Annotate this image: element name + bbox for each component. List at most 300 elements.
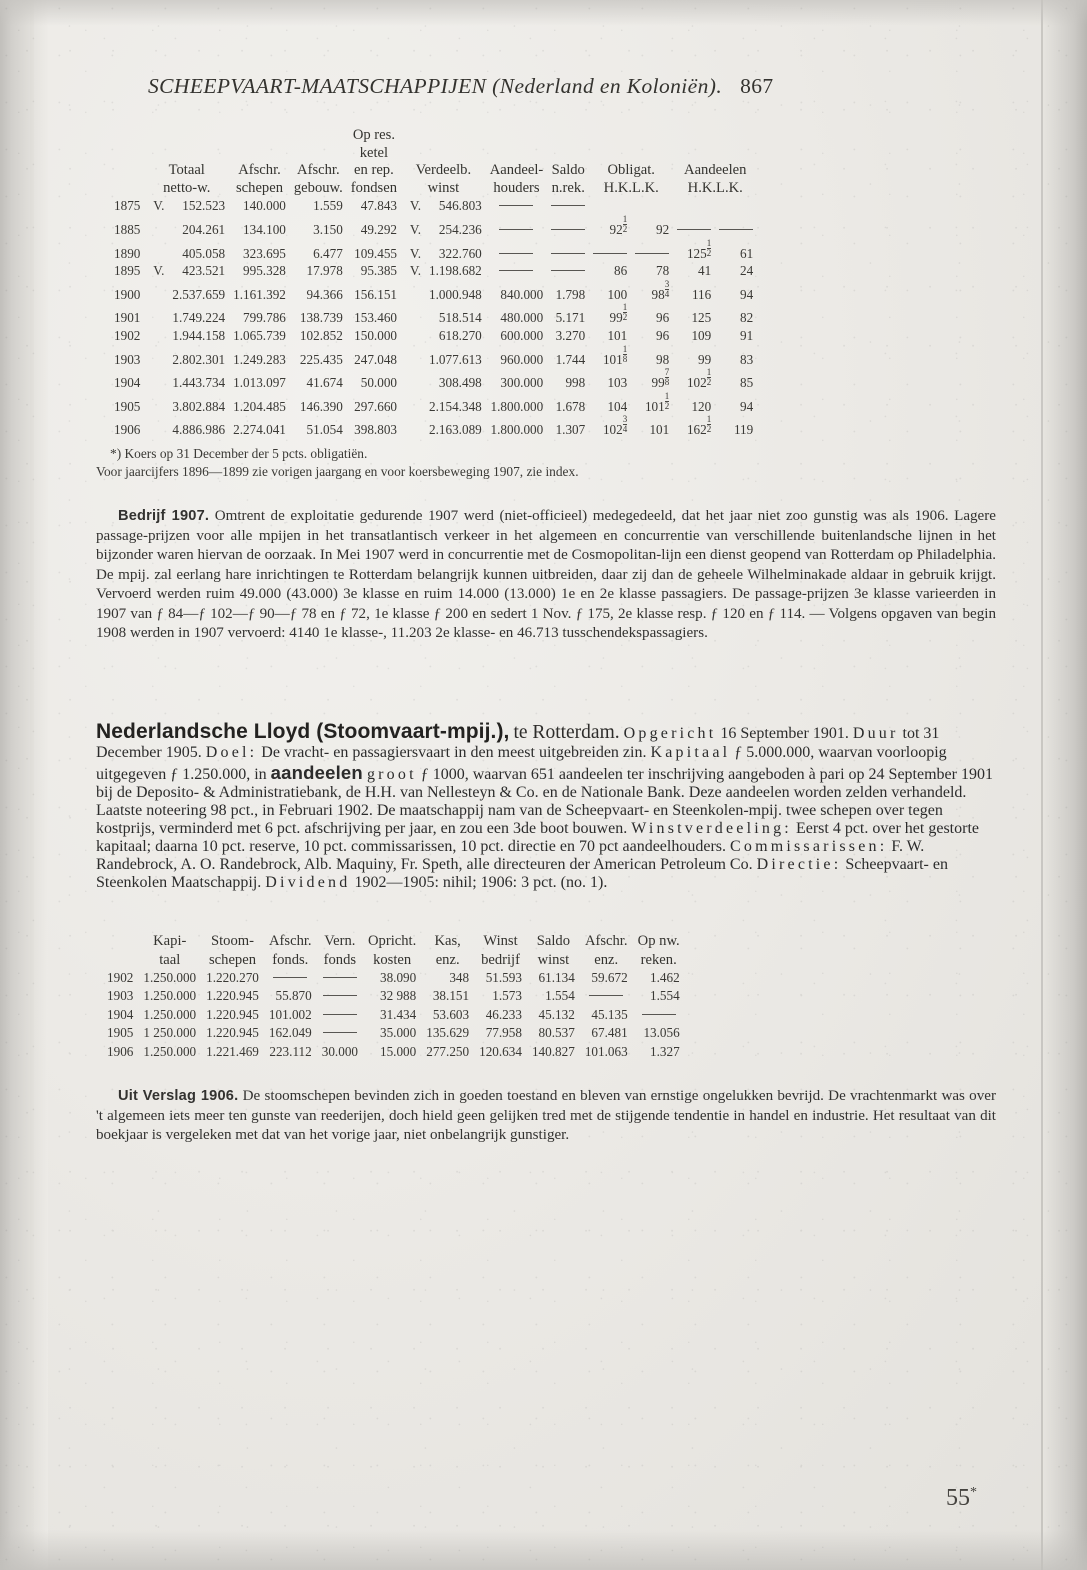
table1-cell-obligat-laagste: 98 $\frac{3}{4}$ (651, 278, 670, 302)
table2-cell-vern-fonds (317, 969, 363, 987)
table1-cell-aandeelhouders: 300.000 (500, 375, 544, 391)
table2-cell-kapitaal: 1.250.000 (143, 970, 197, 986)
table-row (102, 969, 685, 987)
table2-cell-kas-enz: 277.250 (426, 1043, 470, 1059)
table2-h-afschr-enz-2: enz. (594, 951, 619, 968)
table2-cell-afschr-fonds: 162.049 (268, 1025, 312, 1041)
table1-cell-aandeelhouders: 600.000 (500, 327, 544, 343)
dividend-value: 1902—1905: nihil; 1906: 3 pct. (no. 1). (354, 874, 608, 892)
duur-label: Duur (852, 725, 899, 743)
table1-cell-aandeelen-hoogste (673, 197, 715, 215)
table1-cell-totaal-nettow: 2.802.301 (172, 351, 226, 367)
table2-cell-year: 1905 (107, 1025, 134, 1041)
opgericht-value: 16 September 1901. (720, 725, 849, 743)
table1-cell-v-flag-1 (144, 345, 168, 369)
table1-cell-verdeelb-winst: 1.198.682 (429, 263, 482, 279)
table1-cell-afschr-schepen: 1.161.392 (233, 286, 286, 302)
table1-cell-v-flag-2 (401, 368, 425, 392)
table1-cell-aandeelen-hoogste: 120 (691, 398, 712, 414)
table1-cell-obligat-hoogste: 99 $\frac{1}{2}$ (609, 302, 628, 326)
bedrijf-1907-label: Bedrijf 1907. (118, 507, 210, 524)
table2-cell-vern-fonds (317, 1024, 363, 1042)
duur-value: tot 31 December 1905. (96, 725, 940, 762)
table1-cell-year: 1901 (114, 310, 141, 326)
table1-cell-obligat-laagste: 92 (656, 221, 670, 237)
groot-value: ƒ 1000, waarvan 651 aandeelen ter inschrijving aangeboden à pari op 24 September 1901 bij de Deposito- & Administratiebank, de H.H. van Nellesteyn & Co. en de Nationale Bank. Deze aandeelen worden zelden verhandeld. Laatste noteering 98 pct., in Februari 1902. De maatschappij nam van de Scheepvaart- en Steenkolen-mpij. twee schepen over tegen kostprijs, verminderd met 6 pct. afschrijving per jaar, en zou een 3de boot bouwen. (96, 766, 993, 838)
table1-h-saldo-2: n.rek. (551, 179, 585, 196)
groot-label: groot (366, 766, 417, 784)
table2-cell-op-nw-reken: 1.327 (650, 1043, 680, 1059)
table1-cell-obligat-hoogste: 86 (614, 263, 628, 279)
table1-cell-aandeelen-laagste: 24 (740, 263, 754, 279)
table1-cell-aandeelen-hoogste: 116 (691, 286, 712, 302)
table2-cell-opricht-kosten: 15.000 (379, 1043, 417, 1059)
table1-h-afschr-schepen-1: Afschr. (238, 162, 281, 179)
table2-cell-year: 1902 (107, 970, 134, 986)
uit-verslag-1906-paragraph (96, 1087, 996, 1146)
table1-cell-saldo-nrek: 998 (565, 375, 586, 391)
table1-cell-aandeelen-hoogste: 99 (698, 351, 712, 367)
table1-cell-fondsen: 297.660 (354, 398, 397, 414)
company-section (96, 692, 996, 892)
table1-h-saldo-1: Saldo (551, 162, 585, 179)
table1-h-obligat-2: H.K.L.K. (603, 179, 659, 196)
table1-cell-aandeelen-laagste: 82 (740, 310, 754, 326)
table1-cell-fondsen: 398.803 (354, 422, 397, 438)
table2-cell-winst-bedrijf: 1.573 (492, 988, 522, 1004)
table1-cell-saldo-nrek: 1.798 (555, 286, 586, 302)
table1-cell-aandeelen-laagste: 94 (740, 286, 754, 302)
table1-cell-saldo-nrek: 1.307 (555, 422, 586, 438)
table-row (110, 239, 757, 263)
table1-h-totaal-2: netto-w. (163, 179, 211, 196)
table1-cell-aandeelhouders: 960.000 (500, 351, 544, 367)
dividend-label: Dividend (265, 874, 351, 892)
table1-cell-totaal-nettow: 1.749.224 (172, 310, 226, 326)
table1-cell-v-flag-1 (144, 215, 168, 239)
table1-cell-afschr-gebouw: 51.054 (306, 422, 343, 438)
doel-value: De vracht- en passagiersvaart in den meest uitgebreiden zin. (261, 744, 647, 762)
table2-h-op-nw-2: reken. (640, 951, 677, 968)
table2-cell-kas-enz: 53.603 (432, 1006, 470, 1022)
table2-cell-saldo-winst: 80.537 (538, 1025, 575, 1041)
table2-cell-stoomschepen: 1.220.945 (206, 1025, 259, 1041)
table1-cell-fondsen: 153.460 (354, 310, 397, 326)
table2-cell-stoomschepen: 1.220.945 (206, 1006, 259, 1022)
table1-cell-aandeelhouders: 840.000 (500, 286, 544, 302)
table1-cell-year: 1904 (114, 375, 141, 391)
kapitaal-value: ƒ 5.000.000, waarvan voorloopig uitgegeven ƒ 1.250.000, in (96, 744, 947, 784)
table1-cell-aandeelhouders (486, 197, 547, 215)
table-row (110, 345, 757, 369)
table1-h-aandeelen-2: H.K.L.K. (687, 179, 743, 196)
table1-cell-year: 1903 (114, 351, 141, 367)
table2-h-kas-2: enz. (435, 951, 460, 968)
table2-cell-winst-bedrijf: 120.634 (479, 1043, 522, 1059)
table1-cell-saldo-nrek: 5.171 (555, 310, 586, 326)
table1-cell-afschr-schepen: 2.274.041 (233, 422, 286, 438)
table1-cell-fondsen: 49.292 (360, 221, 397, 237)
table1-cell-verdeelb-winst: 546.803 (438, 198, 482, 214)
table-row (110, 392, 757, 416)
table2-cell-op-nw-reken: 1.462 (650, 970, 680, 986)
table2-cell-saldo-winst: 140.827 (531, 1043, 575, 1059)
table1-footnotes (96, 445, 996, 481)
table1-cell-afschr-schepen: 1.249.283 (233, 351, 286, 367)
table1-cell-saldo-nrek (547, 197, 589, 215)
table1-cell-aandeelen-laagste: 94 (740, 398, 754, 414)
table1-h-obligat-1: Obligat. (607, 162, 655, 179)
table1-cell-year: 1905 (114, 398, 141, 414)
table1-cell-year: 1890 (114, 245, 141, 261)
table1-cell-v-flag-1 (144, 368, 168, 392)
table1-cell-verdeelb-winst: 2.163.089 (429, 422, 482, 438)
table1-h-winst-2: winst (427, 179, 460, 196)
table2-cell-kapitaal: 1.250.000 (143, 1006, 197, 1022)
table1-cell-totaal-nettow: 4.886.986 (172, 422, 226, 438)
uit-verslag-1906-text: De stoomschepen bevinden zich in goeden toestand en bleven van ernstige ongelukken bevrijd. De vrachtenmarkt was over 't algemeen iets meer ten gunste van reederijen, doch hield geen gelijken tred met de stijgende tendentie in handel en industrie. Het resultaat van dit boekjaar is vergeleken met dat van het vorige jaar, niet onbelangrijk gunstiger. (96, 1088, 996, 1144)
uit-verslag-1906-label: Uit Verslag 1906. (118, 1088, 239, 1105)
table1-cell-saldo-nrek: 1.744 (555, 351, 586, 367)
table1-cell-v-flag-2 (401, 303, 425, 327)
table2-h-schepen-2: schepen (208, 951, 256, 968)
table1-cell-afschr-schepen: 1.065.739 (233, 327, 286, 343)
table1-cell-saldo-nrek (547, 239, 589, 263)
table1-cell-totaal-nettow: 1.944.158 (172, 327, 226, 343)
table1-cell-aandeelen-hoogste: 109 (691, 327, 712, 343)
table1-cell-totaal-nettow: 2.537.659 (172, 286, 226, 302)
table1-cell-fondsen: 156.151 (354, 286, 397, 302)
table1-h-houders-2: houders (493, 179, 540, 196)
table1-spanner-ketel: ketel (359, 144, 389, 161)
table1-cell-obligat-hoogste: 101 $\frac{1}{8}$ (602, 343, 628, 367)
table1-cell-aandeelhouders: 1.800.000 (490, 422, 544, 438)
table1-cell-fondsen: 247.048 (354, 351, 397, 367)
company-name-heading: Nederlandsche Lloyd (Stoomvaart-mpij.), (96, 720, 510, 744)
table2-cell-kapitaal: 1.250.000 (143, 1043, 197, 1059)
table2-h-opricht-2: kosten (373, 951, 412, 968)
table1-h-afschr-gebouw-1: Afschr. (297, 162, 340, 179)
table1-cell-obligat-hoogste: 102 $\frac{3}{4}$ (602, 414, 628, 438)
table1-cell-obligat-hoogste: 101 (607, 327, 628, 343)
table2-cell-vern-fonds: 30.000 (321, 1043, 358, 1059)
table1-cell-v-flag-2 (401, 280, 425, 304)
table1-cell-v-flag-2: V. (409, 198, 421, 214)
table1-h-houders-1: Aandeel- (489, 162, 544, 179)
table2-h-afschr-fonds-1: Afschr. (269, 933, 312, 950)
table2-cell-kapitaal: 1 250.000 (143, 1025, 197, 1041)
table2-cell-afschr-fonds: 101.002 (268, 1006, 312, 1022)
table-row (110, 280, 757, 304)
table1-cell-saldo-nrek (547, 215, 589, 239)
table1-cell-v-flag-2 (401, 415, 425, 439)
table1-cell-v-flag-1 (144, 239, 168, 263)
table1-cell-aandeelhouders: 1.800.000 (490, 398, 544, 414)
table-row (102, 1006, 685, 1024)
table1-body (110, 197, 757, 439)
table2-cell-winst-bedrijf: 77.958 (485, 1025, 522, 1041)
table2-cell-stoomschepen: 1.221.469 (206, 1043, 259, 1059)
table1-cell-obligat-laagste (631, 239, 673, 263)
table1-spanner-row (110, 127, 757, 145)
table1-cell-v-flag-1 (144, 327, 168, 345)
table1-cell-v-flag-2: V. (409, 245, 421, 261)
table1-cell-aandeelen-laagste (715, 197, 757, 215)
table2-cell-afschr-fonds (264, 969, 317, 987)
table1-cell-obligat-laagste: 99 $\frac{7}{8}$ (651, 367, 670, 391)
table1-cell-year: 1906 (114, 422, 141, 438)
table1-cell-obligat-hoogste: 104 (607, 398, 628, 414)
table1-cell-year: 1885 (114, 221, 141, 237)
table2-cell-year: 1906 (107, 1043, 134, 1059)
table1-cell-obligat-laagste (631, 197, 673, 215)
table-row (110, 197, 757, 215)
table1-h-aandeelen-1: Aandeelen (684, 162, 747, 179)
table2-cell-saldo-winst: 45.132 (538, 1006, 575, 1022)
table1-h-afschr-schepen-2: schepen (235, 179, 283, 196)
table2-h-schepen-1: Stoom- (211, 933, 254, 950)
table1-cell-obligat-laagste: 101 $\frac{1}{2}$ (644, 390, 670, 414)
table2-h-afschr-enz-1: Afschr. (584, 933, 628, 950)
table2-h-saldo-winst-1: Saldo (536, 933, 570, 950)
table1-cell-afschr-gebouw: 225.435 (299, 351, 343, 367)
page-signature (946, 1485, 977, 1512)
table2-cell-winst-bedrijf: 46.233 (485, 1006, 522, 1022)
table1-cell-obligat-hoogste: 100 (607, 286, 628, 302)
table2-cell-kas-enz: 348 (449, 970, 470, 986)
table-row (110, 262, 757, 280)
directie-label: Directie: (756, 856, 842, 874)
table1-cell-aandeelen-laagste: 85 (740, 375, 754, 391)
table1-cell-aandeelen-hoogste: 162 $\frac{1}{2}$ (686, 414, 712, 438)
page-shadow-top (0, 0, 1087, 26)
table1-cell-verdeelb-winst: 254.236 (438, 221, 482, 237)
table1-cell-totaal-nettow: 1.443.734 (172, 375, 226, 391)
table2-cell-afschr-fonds: 223.112 (269, 1043, 312, 1059)
table1-cell-obligat-hoogste: 103 (607, 375, 628, 391)
table2-cell-saldo-winst: 61.134 (538, 970, 575, 986)
table-row (110, 215, 757, 239)
table1-cell-obligat-hoogste (589, 239, 631, 263)
table1-cell-year: 1895 (114, 263, 141, 279)
table1-cell-aandeelen-hoogste: 125 $\frac{1}{2}$ (686, 237, 712, 261)
page-number: 867 (740, 74, 774, 98)
table1-cell-v-flag-2: V. (409, 263, 421, 279)
table1-cell-v-flag-1 (144, 280, 168, 304)
table1-cell-aandeelen-hoogste (673, 215, 715, 239)
table1-h-afschr-gebouw-2: gebouw. (293, 179, 343, 196)
table1-cell-totaal-nettow: 405.058 (182, 245, 226, 261)
table2-h-afschr-fonds-2: fonds. (272, 951, 309, 968)
table2-cell-afschr-enz: 59.672 (591, 970, 628, 986)
table2-cell-stoomschepen: 1.220.945 (206, 988, 259, 1004)
table2-h-vern-fonds-1: Vern. (324, 933, 356, 950)
winstverdeeling-label: Winstverdeeling: (631, 820, 792, 838)
table1-cell-afschr-gebouw: 146.390 (299, 398, 343, 414)
financial-table-1 (110, 127, 757, 439)
table1-cell-v-flag-1 (144, 392, 168, 416)
page-gutter-left (0, 0, 34, 1570)
table2-cell-year: 1903 (107, 988, 134, 1004)
table1-cell-afschr-gebouw: 1.559 (313, 198, 343, 214)
table1-cell-afschr-schepen: 140.000 (243, 198, 286, 214)
table2-cell-opricht-kosten: 31.434 (379, 1006, 417, 1022)
table2-body (102, 969, 685, 1061)
running-head-title: SCHEEPVAART-MAATSCHAPPIJEN (Nederland en Koloniën). (148, 74, 723, 98)
table1-h-winst-1: Verdeelb. (415, 162, 472, 179)
table1-cell-afschr-gebouw: 3.150 (313, 221, 343, 237)
table1-cell-v-flag-1 (144, 303, 168, 327)
table1-cell-verdeelb-winst: 1.077.613 (429, 351, 482, 367)
table1-cell-year: 1900 (114, 286, 141, 302)
table1-cell-obligat-hoogste (589, 197, 631, 215)
page-content (96, 74, 996, 1146)
table1-cell-afschr-gebouw: 6.477 (313, 245, 343, 261)
page-gutter-left-inner (30, 0, 48, 1570)
table2-cell-afschr-enz: 45.135 (591, 1006, 628, 1022)
table1-cell-v-flag-2 (401, 392, 425, 416)
running-head (148, 74, 996, 99)
table2-cell-afschr-enz: 101.063 (584, 1043, 628, 1059)
table1-header-row-1 (110, 162, 757, 180)
table1-cell-aandeelhouders (486, 239, 547, 263)
table1-cell-aandeelen-hoogste: 41 (698, 263, 712, 279)
table1-cell-verdeelb-winst: 1.000.948 (429, 286, 482, 302)
table1-footnote-1: *) Koers op 31 December der 5 pcts. obligatiën. (110, 445, 368, 461)
table2-cell-year: 1904 (107, 1006, 134, 1022)
table1-cell-v-flag-2 (401, 345, 425, 369)
table1-cell-afschr-schepen: 799.786 (243, 310, 286, 326)
table1-cell-saldo-nrek: 1.678 (555, 398, 586, 414)
table1-h-totaal-1: Totaal (168, 162, 205, 179)
table2-h-vern-fonds-2: fonds (323, 951, 357, 968)
bedrijf-1907-paragraph (96, 507, 996, 644)
table2-cell-vern-fonds (317, 1006, 363, 1024)
table1-cell-saldo-nrek (547, 262, 589, 280)
table2-cell-afschr-enz: 67.481 (591, 1025, 628, 1041)
table1-cell-saldo-nrek: 3.270 (555, 327, 586, 343)
table1-cell-aandeelhouders (486, 262, 547, 280)
table1-cell-afschr-schepen: 1.013.097 (233, 375, 286, 391)
table2-h-kas-1: Kas, (434, 933, 461, 950)
table1-spanner-row-2 (110, 145, 757, 163)
table2-h-opricht-1: Opricht. (368, 933, 417, 950)
opgericht-label: Opgericht (623, 725, 717, 743)
table1-cell-aandeelen-hoogste: 102 $\frac{1}{2}$ (686, 367, 712, 391)
table1-cell-aandeelhouders: 480.000 (500, 310, 544, 326)
table-row (102, 1024, 685, 1042)
table2-cell-vern-fonds (317, 987, 363, 1005)
table2-h-saldo-winst-2: winst (537, 951, 570, 968)
table1-cell-afschr-gebouw: 94.366 (306, 286, 343, 302)
table1-h-fondsen-2: fondsen (350, 179, 397, 196)
winstverdeeling-value: Eerst 4 pct. over het gestorte kapitaal; daarna 10 pct. reserve, 10 pct. commissarissen, 10 pct. directie en 70 pct aandeelhouders. (96, 820, 979, 856)
table2-cell-winst-bedrijf: 51.593 (485, 970, 522, 986)
table2-cell-opricht-kosten: 38.090 (379, 970, 417, 986)
financial-table-1-wrapper (110, 127, 996, 439)
page-signature-asterisk: * (970, 1485, 977, 1500)
table2-header-row-1 (102, 932, 685, 950)
table2-h-kapitaal-2: taal (159, 951, 181, 968)
table1-cell-aandeelen-laagste: 91 (740, 327, 754, 343)
commissarissen-value: F. W. Randebrock, A. O. Randebrock, Alb. Maquiny, Fr. Speth, alle directeuren der American Petroleum Co. (96, 838, 925, 874)
table2-cell-kapitaal: 1.250.000 (143, 988, 197, 1004)
financial-table-2-wrapper (102, 932, 996, 1061)
financial-table-2 (102, 932, 685, 1061)
table1-cell-totaal-nettow: 204.261 (182, 221, 226, 237)
aandeelen-label: aandeelen (270, 762, 363, 784)
table1-cell-afschr-schepen: 995.328 (243, 263, 286, 279)
table1-cell-afschr-gebouw: 41.674 (306, 375, 343, 391)
table1-cell-afschr-gebouw: 17.978 (306, 263, 343, 279)
table1-footnote-2: Voor jaarcijfers 1896—1899 zie vorigen jaargang en voor koersbeweging 1907, zie index. (96, 463, 579, 479)
table1-cell-totaal-nettow: 423.521 (182, 263, 226, 279)
table1-cell-fondsen: 50.000 (360, 375, 397, 391)
table2-cell-op-nw-reken: 1.554 (650, 988, 680, 1004)
commissarissen-label: Commissarissen: (730, 838, 888, 856)
table2-cell-op-nw-reken: 13.056 (643, 1025, 680, 1041)
table1-cell-aandeelen-hoogste: 125 (691, 310, 712, 326)
table1-cell-afschr-schepen: 323.695 (243, 245, 286, 261)
table-row (110, 327, 757, 345)
table1-cell-year: 1875 (114, 198, 141, 214)
table2-cell-saldo-winst: 1.554 (545, 988, 575, 1004)
table1-cell-aandeelen-laagste: 83 (740, 351, 754, 367)
table1-cell-verdeelb-winst: 2.154.348 (429, 398, 482, 414)
table1-cell-aandeelhouders (486, 215, 547, 239)
table2-cell-opricht-kosten: 32 988 (379, 988, 417, 1004)
company-seat: te Rotterdam. (513, 722, 620, 744)
page-shadow-bottom (0, 1530, 1087, 1570)
table2-cell-opricht-kosten: 35.000 (379, 1025, 417, 1041)
directie-value: Scheepvaart- en Steenkolen Maatschappij. (96, 856, 948, 892)
table1-cell-verdeelb-winst: 618.270 (438, 327, 482, 343)
table1-cell-obligat-laagste: 101 (649, 422, 670, 438)
table2-header-row-2 (102, 951, 685, 969)
table1-cell-afschr-gebouw: 138.739 (299, 310, 343, 326)
table-row (110, 415, 757, 439)
table1-cell-fondsen: 109.455 (354, 245, 397, 261)
table1-cell-aandeelen-laagste: 61 (740, 245, 754, 261)
table1-cell-v-flag-2: V. (409, 221, 421, 237)
table2-cell-kas-enz: 135.629 (426, 1025, 470, 1041)
table1-cell-verdeelb-winst: 322.760 (438, 245, 482, 261)
table1-h-fondsen-1: en rep. (354, 162, 394, 179)
table1-cell-obligat-laagste: 96 (656, 310, 670, 326)
table2-h-winst-bedrijf-1: Winst (483, 933, 518, 950)
table-row (110, 303, 757, 327)
table1-cell-obligat-laagste: 78 (656, 263, 670, 279)
table2-cell-afschr-enz (580, 987, 633, 1005)
table1-cell-v-flag-1: V. (153, 263, 165, 279)
doel-label: Doel: (205, 744, 258, 762)
company-intro-paragraph (96, 692, 996, 720)
table1-cell-verdeelb-winst: 518.514 (438, 310, 482, 326)
table1-cell-aandeelen-laagste: 119 (733, 422, 754, 438)
table1-cell-fondsen: 95.385 (360, 263, 397, 279)
table1-spanner-op-res: Op res. (352, 127, 395, 143)
table1-cell-afschr-gebouw: 102.852 (299, 327, 343, 343)
table1-cell-v-flag-1 (144, 415, 168, 439)
bedrijf-1907-text: Omtrent de exploitatie gedurende 1907 werd (niet-officieel) medegedeeld, dat het jaar niet zoo gunstig was als 1906. Lagere passage-prijzen voor alle mpijen in het transatlantisch verkeer in het algemeen en concurrentie van verschillende buitenlandsche lijnen in het bijzonder waren hiervan de oorzaak. In Mei 1907 werd in concurrentie met de Cosmopolitan-lijn een dienst geopend van Rotterdam op Philadelphia. De mpij. zal eerlang hare inrichtingen te Rotterdam belangrijk kunnen uitbreiden, daar zij dan de geheele Wilhelminakade aldaar in gebruik krijgt. Vervoerd werden ruim 49.000 (43.000) 3e klasse en ruim 14.000 (13.000) 1e en 2e klasse passagiers. De passage-prijzen 3e klasse varieerden in 1907 van ƒ 84—ƒ 102—ƒ 90—ƒ 78 en ƒ 72, 1e klasse ƒ 200 en sedert 1 Nov. ƒ 175, 2e klasse resp. ƒ 120 en ƒ 114. — Volgens opgaven van begin 1908 werden in 1907 vervoerd: 4140 1e klasse-, 11.203 2e klasse- en 46.713 tusschendekspassagiers. (96, 507, 996, 642)
table1-cell-obligat-laagste: 96 (656, 327, 670, 343)
table1-header-row-2 (110, 180, 757, 198)
table-row (102, 987, 685, 1005)
table1-cell-aandeelen-laagste (715, 215, 757, 239)
kapitaal-label: Kapitaal (650, 744, 731, 762)
table-row (110, 368, 757, 392)
table1-cell-fondsen: 47.843 (360, 198, 397, 214)
